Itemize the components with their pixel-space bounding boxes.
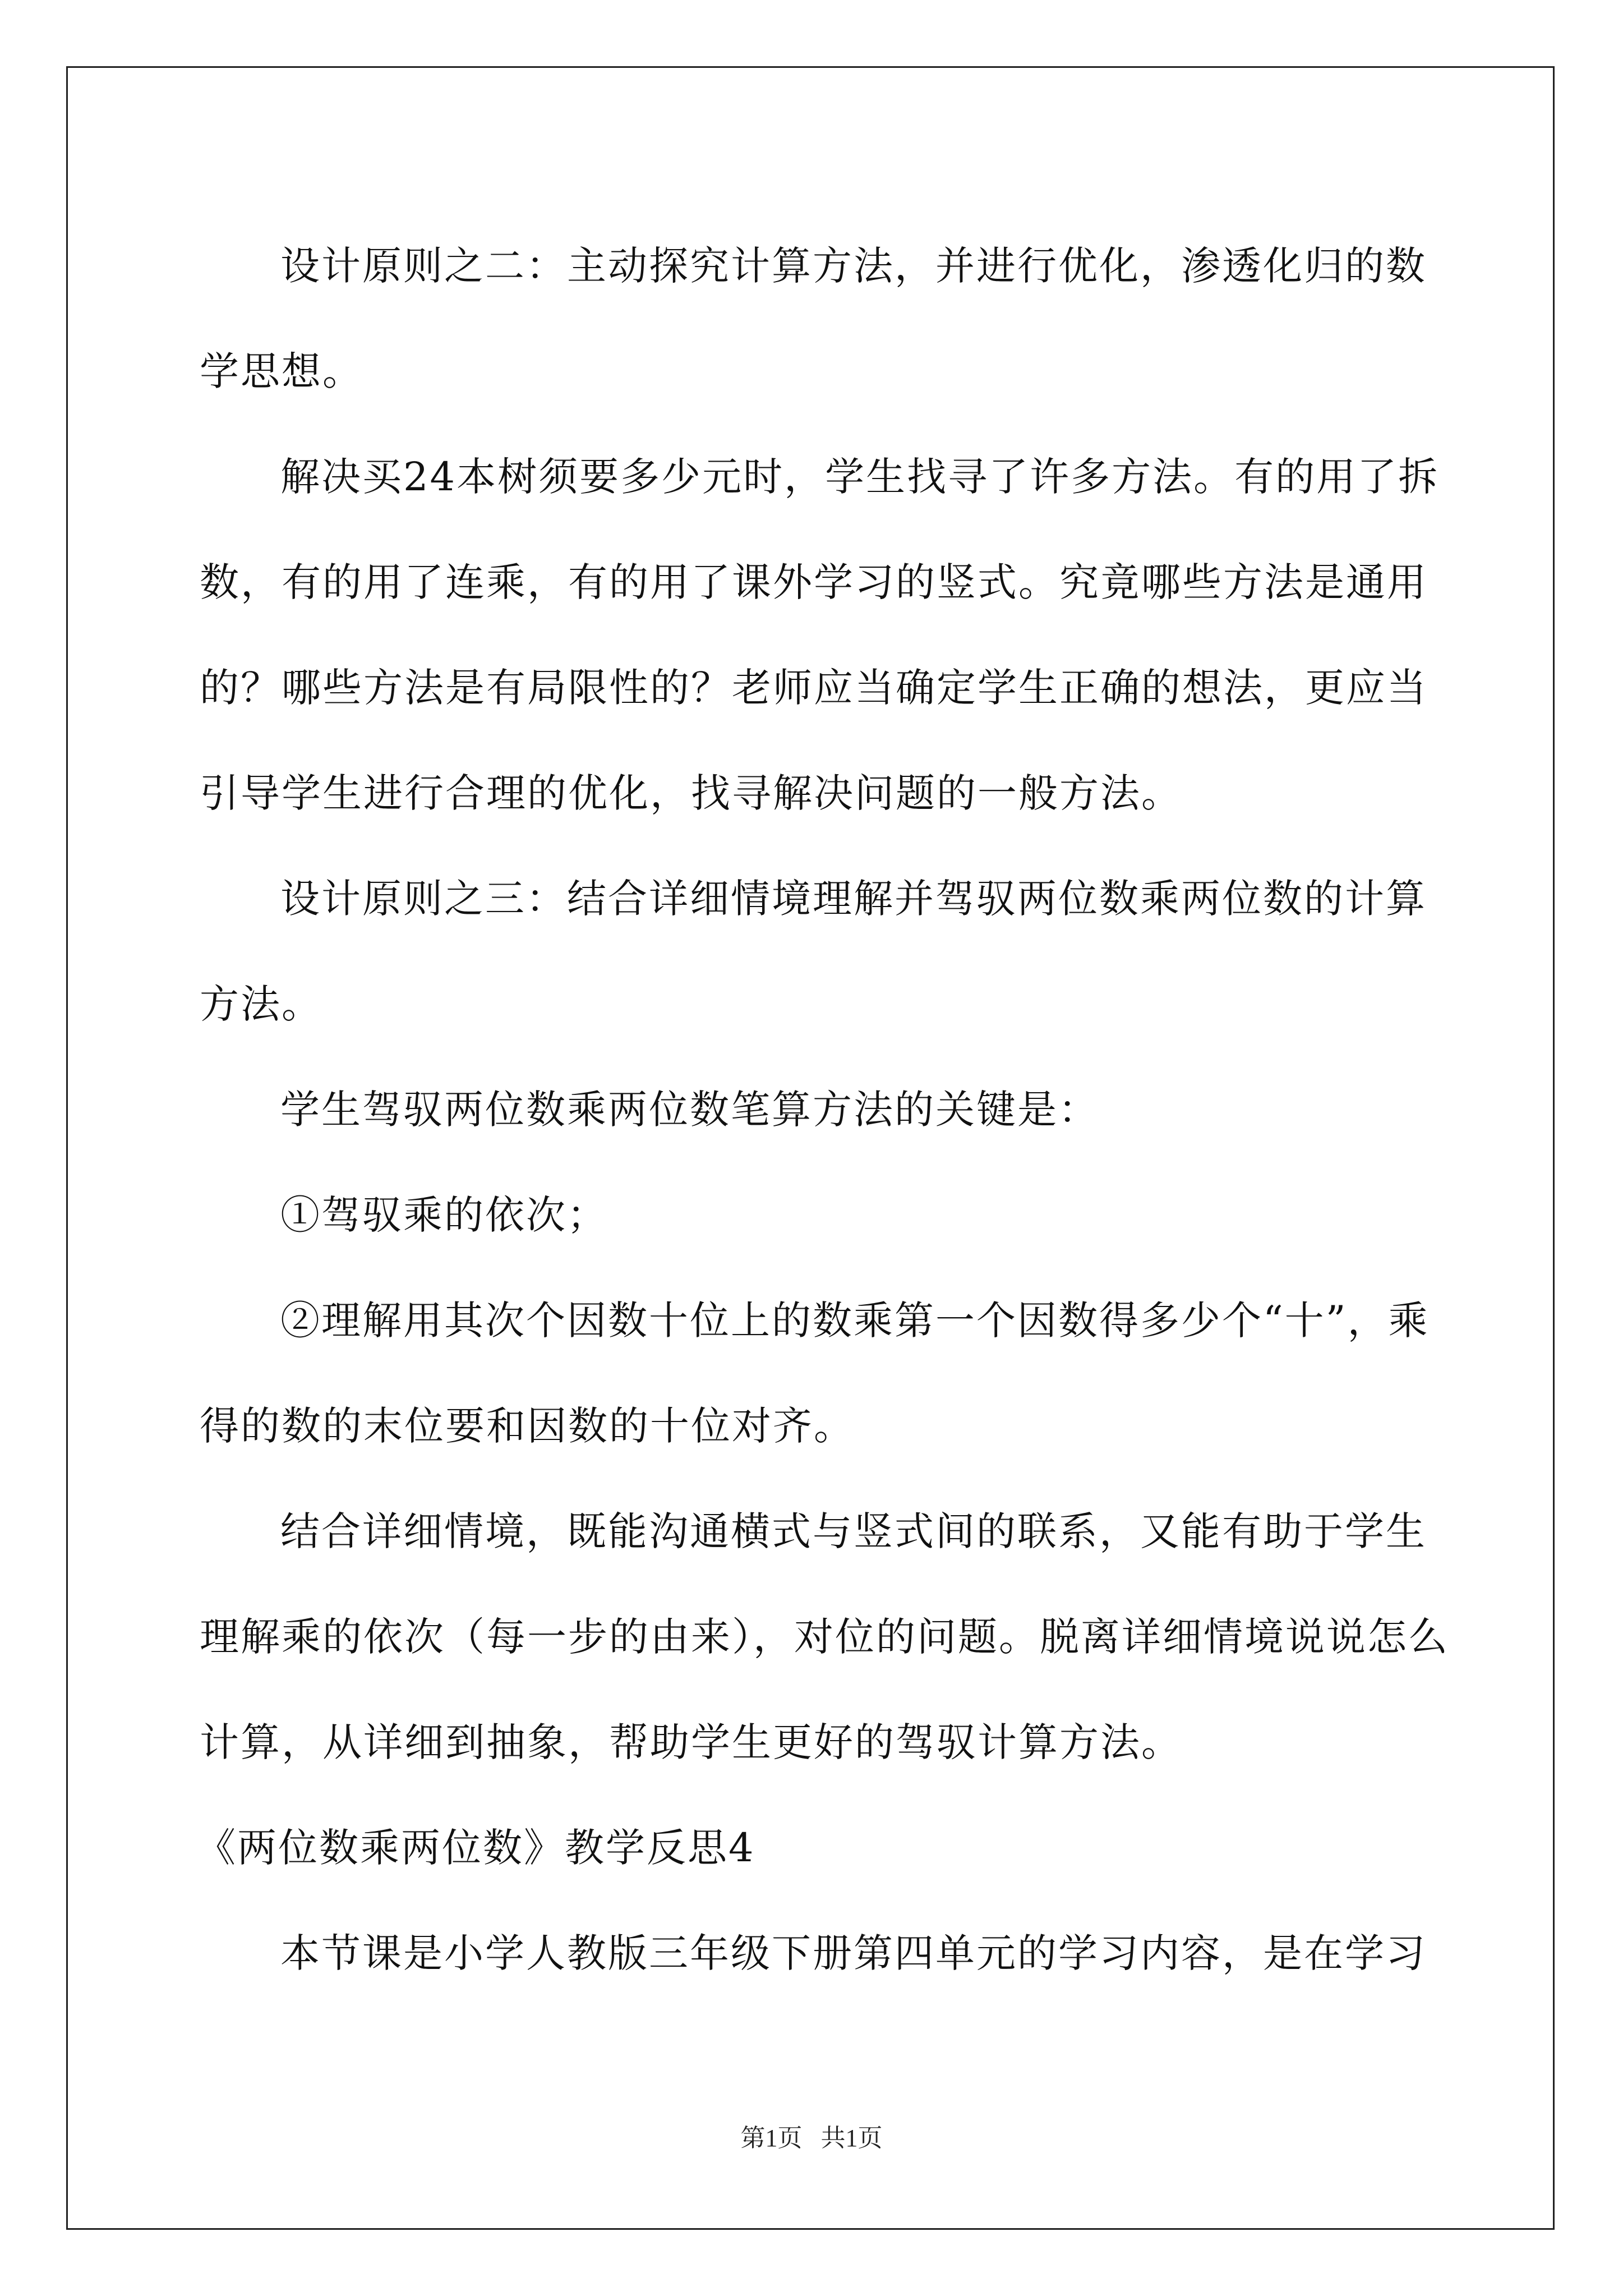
document-body <box>196 213 1449 2006</box>
paragraph-key-points <box>200 1057 1428 1162</box>
page-footer: 第1页 共1页 <box>740 2124 883 2152</box>
text-line: 理解乘的依次（每一步的由来），对位的问题。脱离详细情境说说怎么 <box>200 1614 1449 1660</box>
section-title: 《两位数乘两位数》教学反思4 <box>196 1825 755 1871</box>
paragraph-design-principle-2 <box>200 213 1428 424</box>
paragraph-design-principle-3 <box>200 846 1428 1057</box>
text-line: 解决买24本树须要多少元时，学生找寻了许多方法。有的用了拆 <box>280 454 1440 500</box>
text-line: 设计原则之三：结合详细情境理解并驾驭两位数乘两位数的计算 <box>280 876 1427 922</box>
text-line: 本节课是小学人教版三年级下册第四单元的学习内容，是在学习 <box>280 1930 1427 1976</box>
paragraph-point-2 <box>200 1268 1428 1479</box>
text-line: ①驾驭乘的依次； <box>280 1192 608 1238</box>
text-line: ②理解用其次个因数十位上的数乘第一个因数得多少个“十”，乘 <box>280 1297 1430 1343</box>
paragraph-intro <box>200 1901 1428 2006</box>
text-line: 设计原则之二：主动探究计算方法，并进行优化，渗透化归的数 <box>280 243 1427 289</box>
text-line: 得的数的末位要和因数的十位对齐。 <box>200 1403 855 1449</box>
text-line: 学思想。 <box>200 348 363 394</box>
text-line: 学生驾驭两位数乘两位数笔算方法的关键是： <box>280 1087 1099 1133</box>
text-line: 计算，从详细到抽象，帮助学生更好的驾驭计算方法。 <box>200 1719 1182 1765</box>
text-line: 结合详细情境，既能沟通横式与竖式间的联系，又能有助于学生 <box>280 1508 1427 1554</box>
text-line: 引导学生进行合理的优化，找寻解决问题的一般方法。 <box>200 770 1182 816</box>
paragraph-point-1 <box>200 1162 1428 1268</box>
paragraph-methods <box>200 424 1440 846</box>
text-line: 的？哪些方法是有局限性的？老师应当确定学生正确的想法，更应当 <box>200 665 1428 711</box>
paragraph-context <box>200 1479 1449 1795</box>
text-line: 方法。 <box>200 981 322 1027</box>
text-line: 数，有的用了连乘，有的用了课外学习的竖式。究竟哪些方法是通用 <box>200 559 1428 605</box>
